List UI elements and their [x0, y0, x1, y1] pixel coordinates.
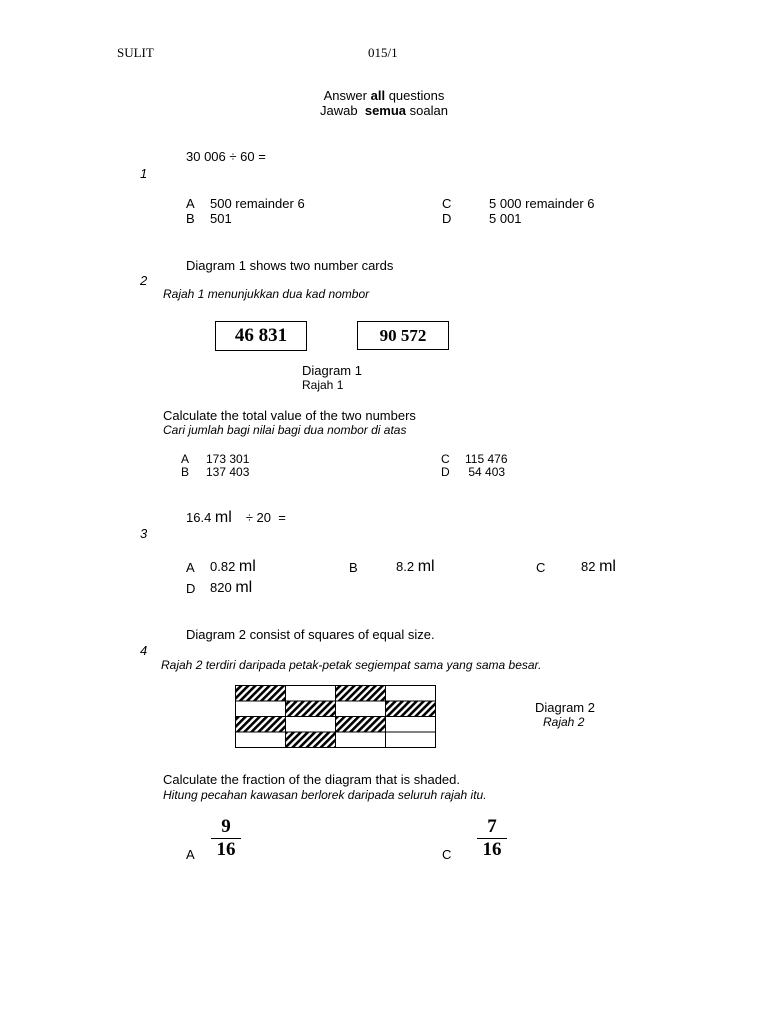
- q1-option-b-text: 501: [210, 211, 232, 226]
- q3-option-d-text: 820 ml: [210, 579, 253, 596]
- q1-option-c-letter: C: [442, 196, 452, 211]
- q1-option-b-letter: B: [186, 211, 195, 226]
- question-number-1: 1: [140, 166, 148, 181]
- grid-cell-shaded: [236, 717, 286, 733]
- q3-option-a-text: 0.82 ml: [210, 558, 256, 575]
- grid-cell-shaded: [386, 701, 436, 717]
- q3-option-c-text: 82 ml: [581, 558, 616, 575]
- q2-option-d-letter: D: [441, 465, 450, 479]
- grid-cell: [386, 732, 436, 748]
- q2-option-c-letter: C: [441, 452, 450, 466]
- instruction-malay: Jawab semua soalan: [320, 103, 448, 118]
- question-number-4: 4: [140, 643, 148, 658]
- q1-option-c-text: 5 000 remainder 6: [489, 196, 595, 211]
- q4-stem-malay: Rajah 2 terdiri daripada petak-petak segiempat sama yang sama besar.: [161, 658, 542, 672]
- q2-option-b-text: 137 403: [206, 465, 250, 479]
- fraction-c-numerator: 7: [487, 816, 497, 837]
- fraction-a-denominator: 16: [216, 839, 236, 860]
- q2-stem-english: Diagram 1 shows two number cards: [186, 258, 394, 273]
- number-card-1: 46 831: [215, 321, 307, 351]
- q2-question-english: Calculate the total value of the two numbers: [163, 408, 416, 423]
- q1-option-d-text: 5 001: [489, 211, 522, 226]
- diagram-1-caption: Diagram 1: [302, 363, 362, 378]
- q3-option-b-text: 8.2 ml: [396, 558, 435, 575]
- grid-cell-shaded: [286, 701, 336, 717]
- q3-option-b-letter: B: [349, 560, 358, 575]
- diagram-2-grid: [234, 684, 440, 750]
- header-left: SULIT: [117, 45, 154, 60]
- q2-option-a-text: 173 301: [206, 452, 250, 466]
- q4-option-c-fraction: [477, 816, 507, 861]
- q4-stem-english: Diagram 2 consist of squares of equal size.: [186, 627, 435, 642]
- q2-stem-malay: Rajah 1 menunjukkan dua kad nombor: [163, 287, 370, 301]
- q3-option-d-letter: D: [186, 581, 196, 596]
- question-number-3: 3: [140, 526, 148, 541]
- grid-cell-shaded: [336, 686, 386, 702]
- grid-cell: [386, 717, 436, 733]
- q1-option-a-text: 500 remainder 6: [210, 196, 305, 211]
- q3-option-c-letter: C: [536, 560, 546, 575]
- q4-question-malay: Hitung pecahan kawasan berlorek daripada seluruh rajah itu.: [163, 788, 487, 802]
- q4-option-a-letter: A: [186, 847, 195, 862]
- q1-option-a-letter: A: [186, 196, 195, 211]
- grid-cell: [286, 717, 336, 733]
- q2-option-b-letter: B: [181, 465, 190, 479]
- q2-option-d-text: 54 403: [465, 465, 506, 479]
- number-card-2: 90 572: [357, 321, 449, 350]
- q4-option-a-fraction: [211, 816, 241, 861]
- grid-cell: [386, 686, 436, 702]
- grid-cell: [236, 701, 286, 717]
- fraction-c-denominator: 16: [482, 839, 502, 860]
- diagram-2-caption-malay: Rajah 2: [543, 715, 585, 729]
- diagram-1-caption-malay: Rajah 1: [302, 378, 344, 392]
- grid-cell: [236, 732, 286, 748]
- grid-cell-shaded: [286, 732, 336, 748]
- q1-option-d-letter: D: [442, 211, 452, 226]
- q2-option-c-text: 115 476: [465, 452, 508, 466]
- q4-question-english: Calculate the fraction of the diagram that is shaded.: [163, 772, 461, 787]
- grid-cell: [336, 701, 386, 717]
- diagram-2-caption: Diagram 2: [535, 700, 595, 715]
- header-center: 015/1: [368, 45, 398, 60]
- instruction-english: Answer all questions: [323, 88, 445, 103]
- q3-option-a-letter: A: [186, 560, 195, 575]
- grid-cell-shaded: [336, 717, 386, 733]
- q1-stem: 30 006 ÷ 60 =: [186, 149, 266, 164]
- grid-cell: [336, 732, 386, 748]
- fraction-a-numerator: 9: [221, 816, 231, 837]
- q2-option-a-letter: A: [181, 452, 190, 466]
- grid-cell-shaded: [236, 686, 286, 702]
- grid-cell: [286, 686, 336, 702]
- question-number-2: 2: [140, 273, 148, 288]
- q2-question-malay: Cari jumlah bagi nilai bagi dua nombor di atas: [163, 423, 407, 437]
- q3-stem: 16.4 ml ÷ 20 =: [186, 509, 286, 526]
- q4-option-c-letter: C: [442, 847, 452, 862]
